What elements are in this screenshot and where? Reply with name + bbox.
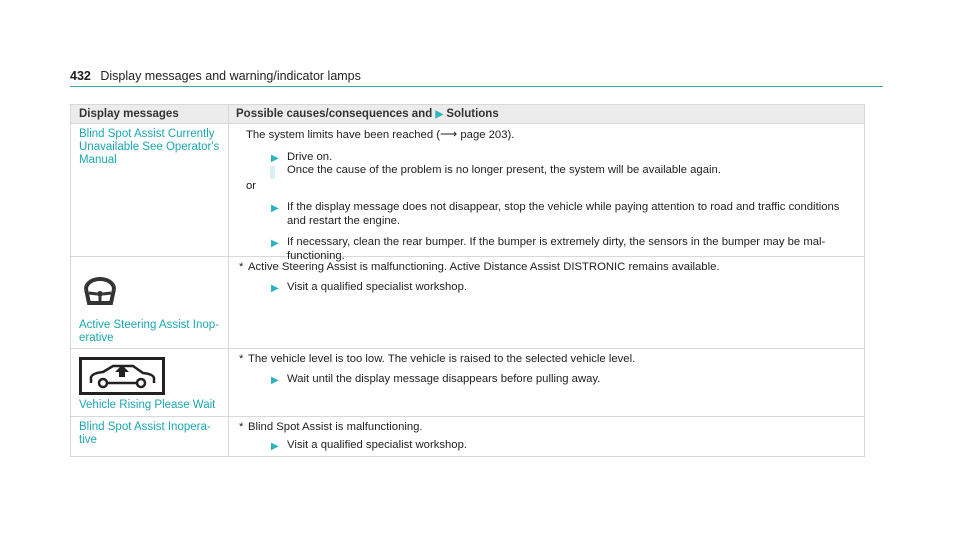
message-cell — [71, 257, 229, 348]
page-title: Display messages and warning/indicator lamps — [100, 69, 361, 83]
steering-wheel-icon — [81, 277, 119, 307]
cause-text: * Blind Spot Assist is malfunctioning. — [239, 421, 423, 433]
page-header — [70, 69, 361, 83]
solution-step: ▶ Wait until the display message disappears before pulling away. — [271, 372, 601, 386]
messages-table — [70, 104, 865, 457]
step-arrow-icon: ▶ — [271, 374, 279, 386]
solution-step: ▶ If necessary, clean the rear bumper. If the bumper is extremely dirty, the sensors in the bumper may be mal-functioning. — [271, 236, 826, 262]
column-header-causes: Possible causes/consequences and ▶ Solutions — [229, 105, 865, 123]
causes-cell — [229, 124, 865, 262]
table-row — [71, 257, 865, 349]
cause-text: * The vehicle level is too low. The vehicle is raised to the selected vehicle level. — [239, 353, 636, 365]
step-arrow-icon: ▶ — [271, 440, 279, 452]
causes-cell — [229, 417, 865, 456]
cause-text: The system limits have been reached (⟶ page 203). — [246, 127, 515, 141]
table-row — [71, 349, 865, 417]
solution-step: ▶ Drive on. Once the cause of the problem is no longer present, the system will be available again. — [246, 151, 854, 178]
step-arrow-icon: ▶ — [271, 238, 279, 249]
page-reference-link[interactable]: page 203). — [460, 129, 515, 141]
column-header-messages: Display messages — [71, 105, 229, 123]
message-cell — [71, 349, 229, 416]
message-cell — [71, 124, 229, 256]
display-message: Blind Spot Assist Inopera-tive — [79, 421, 211, 446]
solution-step: ▶ Visit a qualified specialist workshop. — [271, 438, 468, 452]
step-arrow-icon: ▶ — [271, 203, 279, 214]
causes-cell — [229, 257, 865, 348]
display-message: Vehicle Rising Please Wait — [79, 399, 216, 411]
causes-cell — [229, 349, 865, 416]
solution-arrow-icon: ▶ — [435, 109, 444, 120]
table-row — [71, 417, 865, 457]
solution-step: ▶ If the display message does not disappear, stop the vehicle while paying attention to road and traffic conditions and restart the engine. — [271, 201, 840, 227]
vehicle-level-icon — [79, 357, 165, 395]
table-header — [71, 105, 865, 124]
display-message: Blind Spot Assist Currently Unavailable See Operator's Manual — [79, 128, 220, 166]
step-arrow-icon: ▶ — [271, 152, 279, 164]
display-message: Active Steering Assist Inop-erative — [79, 319, 219, 344]
solution-step: ▶ Visit a qualified specialist workshop. — [271, 280, 468, 294]
message-cell — [71, 417, 229, 456]
header-rule — [70, 86, 883, 87]
table-row — [71, 124, 865, 262]
step-arrow-icon: ▶ — [271, 282, 279, 294]
page-number: 432 — [70, 69, 91, 83]
cause-text: * Active Steering Assist is malfunctioning. Active Distance Assist DISTRONIC remains available. — [239, 261, 720, 273]
or-label: or — [246, 179, 257, 192]
page-ref-arrow-icon: ⟶ — [440, 127, 458, 141]
